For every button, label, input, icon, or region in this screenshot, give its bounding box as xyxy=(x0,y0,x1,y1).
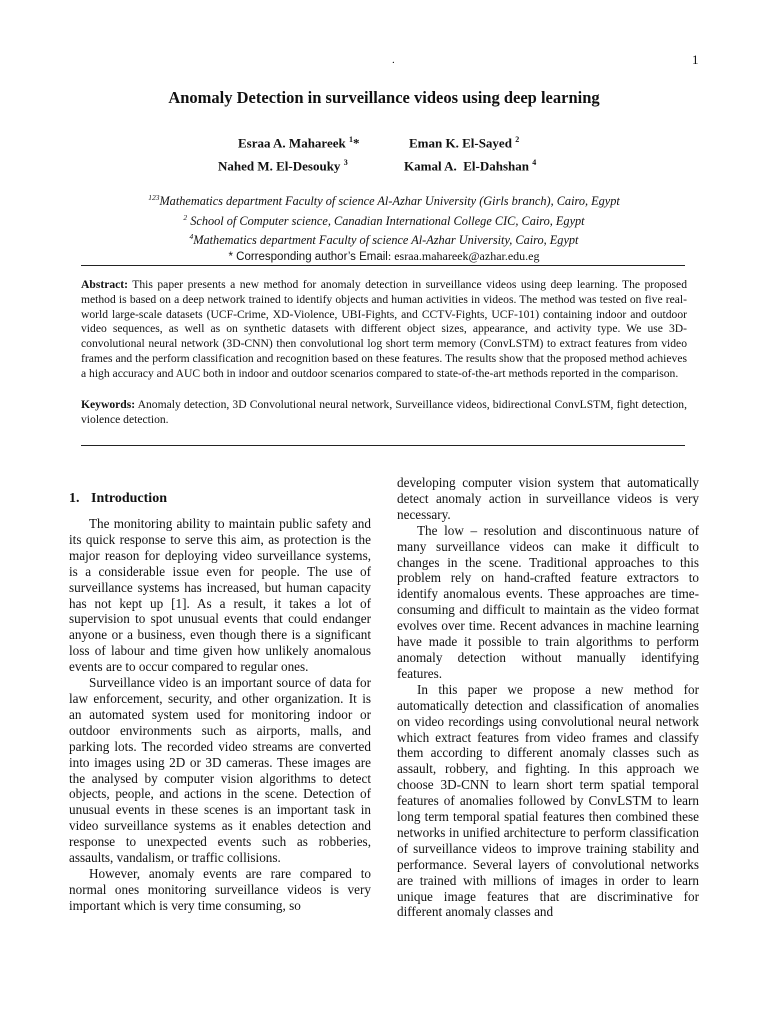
corresponding-email[interactable]: : esraa.mahareek@azhar.edu.eg xyxy=(387,248,540,263)
author-name: Eman K. El-Sayed xyxy=(409,135,512,151)
keywords-label: Keywords: xyxy=(81,398,136,411)
corresponding-author xyxy=(60,249,708,266)
author-sup: 2 xyxy=(515,135,520,144)
author-sup: 3 xyxy=(343,158,348,167)
page-number: 1 xyxy=(692,52,699,67)
section-title: Introduction xyxy=(91,491,167,506)
paragraph: In this paper we propose a new method for automatically detection and classification of anomalies on video recordings using convolutional neural network which extract features from video frames and classify them according to different anomaly classes such as assault, robbery, and fighting. In this approach we choose 3D-CNN to learn short term spatial temporal features of anomalies followed by ConvLSTM to learn long term temporal spatial features then combined these networks in unified architecture to perform classification of surveillance videos to improve training stability and performance. Several layers of convolutional networks are trained with millions of images in order to learn unique image features that are discriminative for different anomaly classes and xyxy=(397,681,699,920)
paragraph: Surveillance video is an important source of data for law enforcement, security, and other organization. It is an automated system used for monitoring indoor or outdoor environments such as airports, malls, and parking lots. The recorded video streams are converted into images using 2D or 3D cameras. These images are the analysed by computer vision algorithms to detect objects, people, and actions in the scene. Detection of unusual events in these scenes is an important task in video surveillance systems as it enables detection and response to unexpected events such as robberies, assaults, vandalism, or traffic collisions. xyxy=(69,675,371,866)
abstract-text: This paper presents a new method for anomaly detection in surveillance videos using deep learning. The proposed method is based on a deep network trained to identify objects and human activities in videos. The method was tested on five real-world large-scale datasets (UCF-Crime, XD-Violence, UBI-Fights, and CCTV-Fights, UCF-101) containing indoor and outdoor video sequences, as well as on synthetic datasets with different object sizes, appearance, and activity type. We use 3D- convolutional neural network (3D-CNN) then convolutional log short term memory (ConvLSTM) to extract features from video frames and the perform classification and recognition based on these features. The results show that the proposed method achieves a high accuracy and AUC both in indoor and outdoor scenarios compared to state-of-the-art methods reported in the comparison. xyxy=(81,278,687,380)
author-name: Nahed M. El-Desouky xyxy=(218,158,341,174)
left-column xyxy=(69,516,371,914)
keywords xyxy=(81,398,687,428)
corresponding-label: * Corresponding author’s Email xyxy=(228,250,388,263)
right-column xyxy=(397,475,699,920)
author-4 xyxy=(404,158,536,174)
author-name: Kamal A. El-Dahshan xyxy=(404,158,529,174)
author-sup: 1 xyxy=(348,135,353,144)
author-2 xyxy=(409,135,519,151)
affiliation-3 xyxy=(60,229,708,249)
top-rule xyxy=(81,265,685,266)
paragraph: The monitoring ability to maintain public safety and its quick response to serve this aim, as protection is the major reason for deploying video surveillance systems, is a considerable issue even for people. The use of surveillance systems has increased, but human capacity has not kept up [1]. As a result, it takes a lot of supervision to spot unusual events that could endanger anyone or a business, even though there is a significant loss of labour and time given how unlikely anomalous events are to occur compared to regular ones. xyxy=(69,516,371,675)
section-number: 1. xyxy=(69,491,80,506)
affiliation-2 xyxy=(60,210,708,230)
author-sup: 4 xyxy=(532,158,537,167)
bottom-rule xyxy=(81,445,685,446)
affiliation-text: Mathematics department Faculty of science Al-Azhar University (Girls branch), Cairo, Egypt xyxy=(159,194,620,209)
author-name: Esraa A. Mahareek xyxy=(238,135,346,151)
author-1 xyxy=(238,135,359,151)
affiliation-1 xyxy=(60,190,708,210)
affiliation-text: School of Computer science, Canadian International College CIC, Cairo, Egypt xyxy=(187,213,585,228)
header-dot: . xyxy=(392,54,395,66)
author-3 xyxy=(218,158,348,174)
paragraph: The low – resolution and discontinuous nature of many surveillance videos can make it difficult to changes in the scene. Traditional approaches to this problem rely on hand-crafted feature extractors to identify anomalous events. These approaches are time-consuming and difficult to maintain as the video format evolves over time. Recent advances in machine learning have made it possible to train algorithms to perform anomaly detection without manually identifying features. xyxy=(397,522,699,681)
affiliations xyxy=(60,190,708,265)
affiliation-sup: 2 xyxy=(183,212,188,222)
affiliation-sup: 4 xyxy=(189,232,194,242)
keywords-text: Anomaly detection, 3D Convolutional neural network, Surveillance videos, bidirectional ConvLSTM, fight detection, violence detection. xyxy=(81,398,687,426)
section-heading xyxy=(69,491,167,507)
abstract-label: Abstract: xyxy=(81,278,129,291)
affiliation-sup: 123 xyxy=(148,193,160,202)
affiliation-text: Mathematics department Faculty of science Al-Azhar University, Cairo, Egypt xyxy=(193,233,579,248)
paragraph: developing computer vision system that automatically detect anomaly action in surveillance videos is very necessary. xyxy=(397,475,699,522)
paper-title: Anomaly Detection in surveillance videos using deep learning xyxy=(168,88,600,107)
abstract xyxy=(81,278,687,382)
corresponding-mark: * xyxy=(352,135,360,151)
paragraph: However, anomaly events are rare compared to normal ones monitoring surveillance videos is very important which is very time consuming, so xyxy=(69,865,371,913)
